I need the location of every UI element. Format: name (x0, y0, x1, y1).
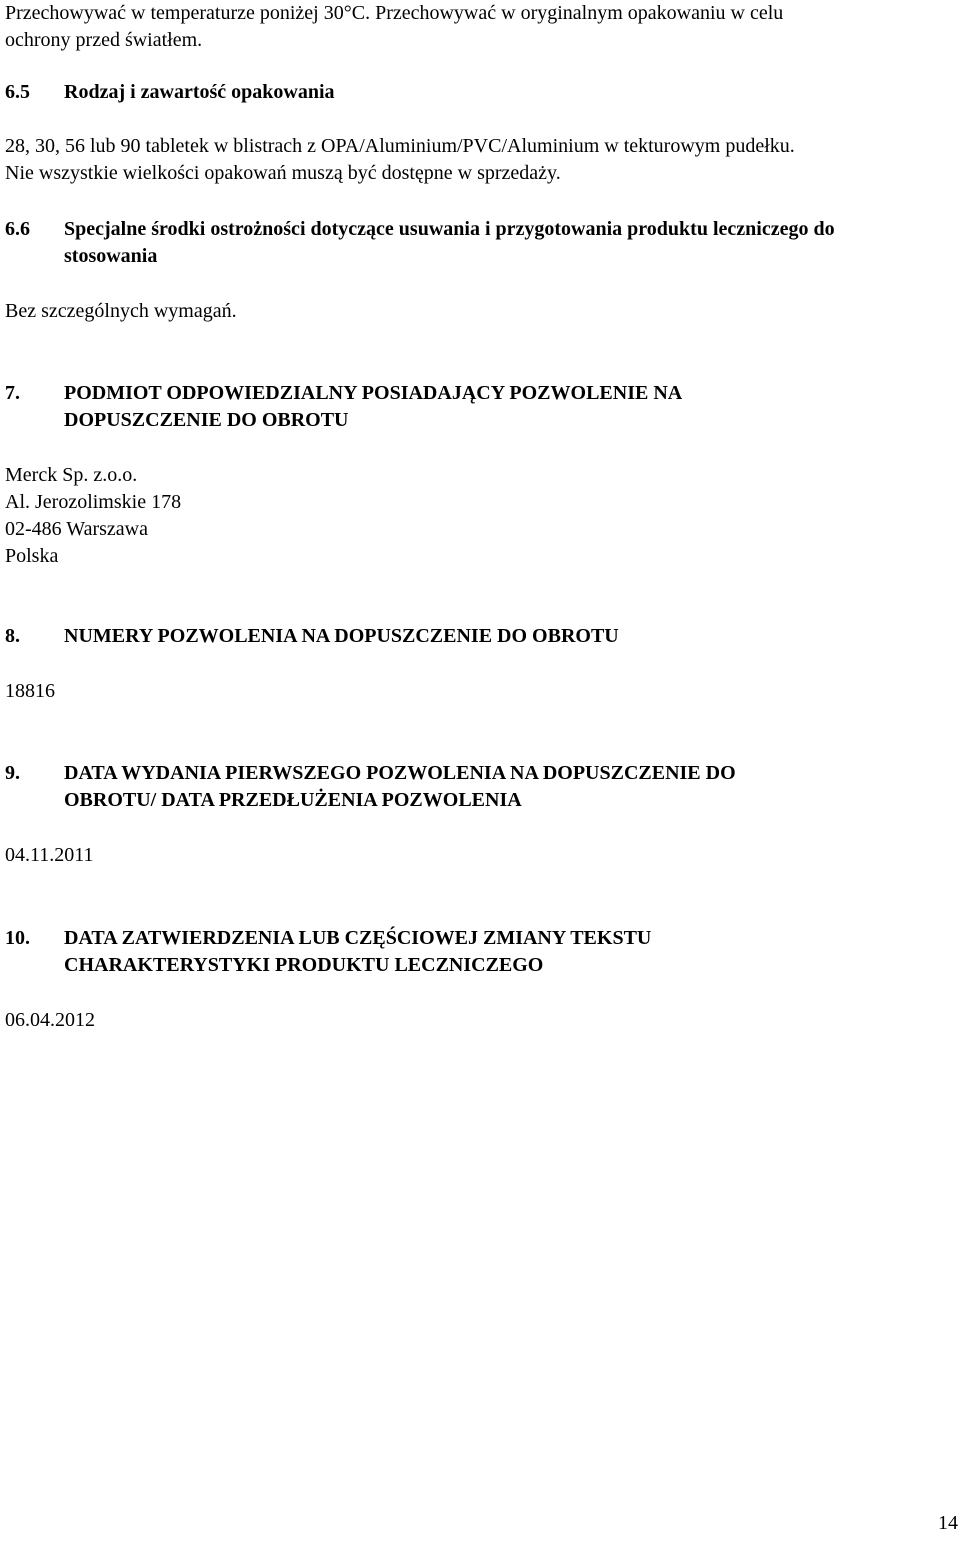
address-line-4: Polska (5, 545, 59, 567)
address-line-3: 02-486 Warszawa (5, 518, 148, 540)
section-10-heading (5, 925, 960, 979)
section-6-6-title-line-1: Specjalne środki ostrożności dotyczące usuwania i przygotowania produktu leczniczego do (64, 218, 835, 240)
section-7-title (64, 380, 960, 434)
section-7-heading (5, 380, 960, 434)
section-8-number: 8. (5, 625, 20, 647)
storage-line-2: ochrony przed światłem. (5, 29, 203, 51)
section-7-number: 7. (5, 382, 20, 404)
section-6-5-line-2: Nie wszystkie wielkości opakowań muszą być dostępne w sprzedaży. (5, 162, 561, 184)
section-6-5-number: 6.5 (5, 81, 30, 103)
section-9-title-line-2: OBROTU/ DATA PRZEDŁUŻENIA POZWOLENIA (64, 789, 522, 811)
section-10-title-line-2: CHARAKTERYSTYKI PRODUKTU LECZNICZEGO (64, 954, 544, 976)
section-7-address (5, 462, 960, 570)
section-6-6-body: Bez szczególnych wymagań. (5, 300, 237, 322)
section-6-5-title: Rodzaj i zawartość opakowania (64, 81, 335, 103)
section-9-title (64, 760, 960, 814)
section-10-value: 06.04.2012 (5, 1009, 95, 1031)
section-7-title-line-1: PODMIOT ODPOWIEDZIALNY POSIADAJĄCY POZWOLENIE NA (64, 382, 683, 404)
section-6-6-heading (5, 216, 960, 270)
section-9-title-line-1: DATA WYDANIA PIERWSZEGO POZWOLENIA NA DOPUSZCZENIE DO (64, 762, 736, 784)
section-6-5-heading (5, 79, 960, 106)
address-line-1: Merck Sp. z.o.o. (5, 464, 138, 486)
storage-paragraph (5, 0, 960, 54)
section-10-number: 10. (5, 927, 30, 949)
section-9-value: 04.11.2011 (5, 844, 94, 866)
section-10-title (64, 925, 960, 979)
section-9-heading (5, 760, 960, 814)
section-6-5-body (5, 133, 960, 187)
section-10-title-line-1: DATA ZATWIERDZENIA LUB CZĘŚCIOWEJ ZMIANY TEKSTU (64, 927, 652, 949)
section-6-6-title-line-2: stosowania (64, 245, 158, 267)
section-8-value: 18816 (5, 680, 55, 702)
section-8-title: NUMERY POZWOLENIA NA DOPUSZCZENIE DO OBROTU (64, 625, 619, 647)
address-line-2: Al. Jerozolimskie 178 (5, 491, 182, 513)
page-number: 14 (938, 1512, 958, 1534)
section-6-6-number: 6.6 (5, 218, 30, 240)
storage-line-1: Przechowywać w temperaturze poniżej 30°C. Przechowywać w oryginalnym opakowaniu w celu (5, 2, 784, 24)
section-7-title-line-2: DOPUSZCZENIE DO OBROTU (64, 409, 349, 431)
section-8-heading (5, 623, 960, 650)
section-9-number: 9. (5, 762, 20, 784)
section-6-5-line-1: 28, 30, 56 lub 90 tabletek w blistrach z OPA/Aluminium/PVC/Aluminium w tekturowym pudełku. (5, 135, 795, 157)
section-6-6-title (64, 216, 960, 270)
